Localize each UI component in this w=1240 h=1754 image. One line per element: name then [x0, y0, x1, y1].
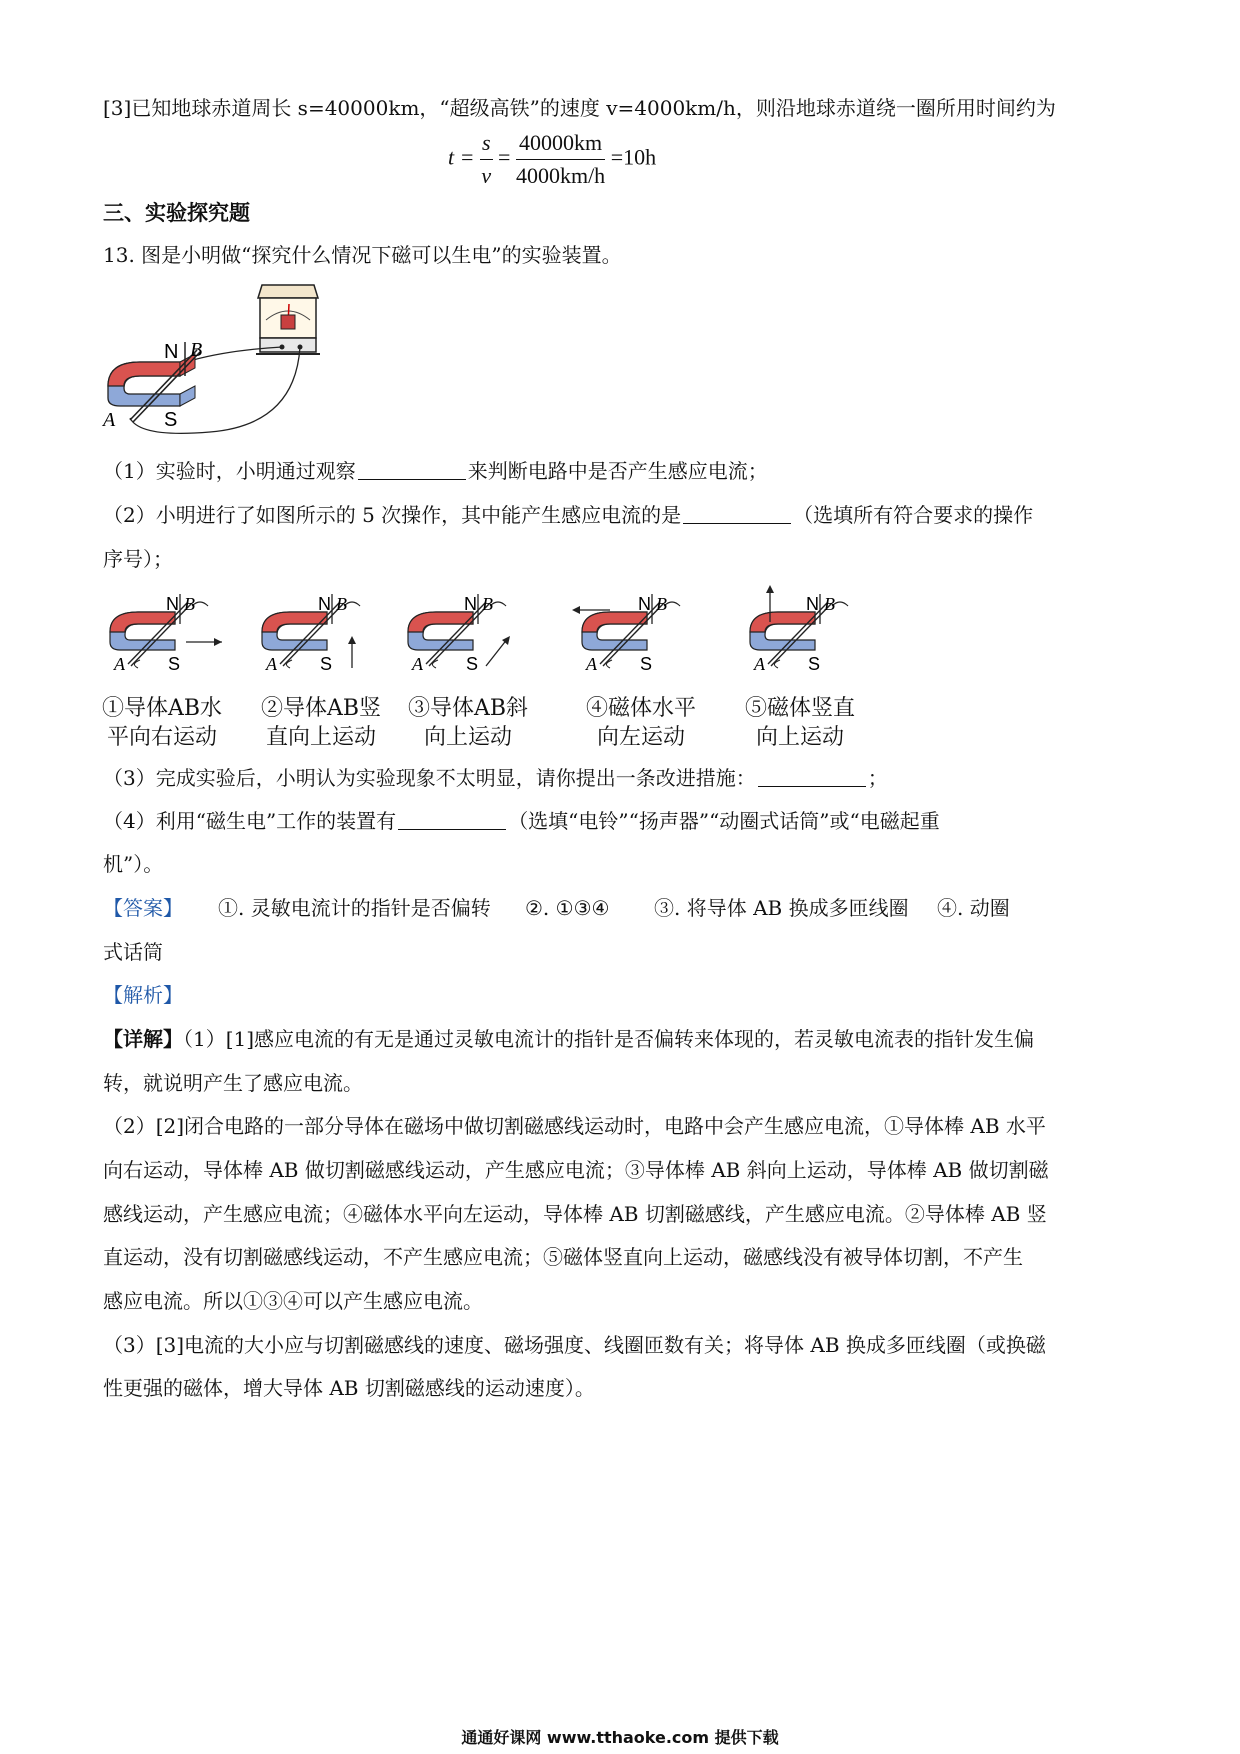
- caption-3: [403, 694, 533, 752]
- label-n: N: [164, 341, 179, 363]
- formula-result: =10h: [610, 144, 657, 170]
- sub-question-2: [103, 503, 1033, 527]
- detail-line-8: （3）[3]电流的大小应与切割磁感线的速度、磁场强度、线圈匝数有关；将导体 AB 换成多匝线圈（或换磁: [103, 1333, 1046, 1357]
- answer-2: ②. ①③④: [525, 896, 610, 920]
- galvanometer: [256, 285, 320, 354]
- sub-question-3-text-end: ；: [867, 766, 888, 790]
- sub-question-1-text: （1）实验时，小明通过观察: [103, 459, 356, 483]
- detail-line-4: 向右运动，导体棒 AB 做切割磁感线运动，产生感应电流；③导体棒 AB 斜向上运动，导体棒 AB 做切割磁: [103, 1158, 1049, 1182]
- answer-blank[interactable]: [758, 768, 866, 787]
- apparatus-figure: [100, 280, 340, 445]
- caption-line: 向上运动: [755, 725, 844, 750]
- operation-2: [262, 594, 360, 674]
- caption-line: ⑤磁体竖直: [744, 696, 855, 721]
- sub-question-2-text-end: （选填所有符合要求的操作: [793, 503, 1034, 527]
- section-heading: 三、实验探究题: [103, 201, 250, 225]
- detail-tag: 【详解】: [103, 1027, 183, 1051]
- page-footer: 通通好课网 www.tthaoke.com 提供下载: [461, 1728, 779, 1747]
- operation-4: [572, 594, 680, 674]
- caption-line: ①导体AB水: [101, 696, 223, 721]
- answer-blank[interactable]: [358, 461, 466, 480]
- formula-equals: =: [498, 144, 511, 170]
- analysis-tag: 【解析】: [103, 983, 183, 1007]
- detail-line-1: [103, 1027, 1034, 1051]
- operation-3: [408, 594, 510, 674]
- text-line-3: [3]已知地球赤道周长 s=40000km，“超级高铁”的速度 v=4000km/h，则沿地球赤道绕一圈所用时间约为: [103, 96, 1056, 120]
- sub-question-4: [103, 809, 940, 833]
- sub-question-1: [103, 459, 768, 483]
- detail-line-7: 感应电流。所以①③④可以产生感应电流。: [103, 1289, 483, 1313]
- fraction-values: [516, 130, 605, 189]
- sub-question-4-text-end: （选填“电铃”“扬声器”“动圈式话筒”或“电磁起重: [508, 809, 940, 833]
- caption-2: [256, 694, 386, 752]
- answer-tag: 【答案】: [103, 896, 183, 920]
- answer-4-cont: 式话筒: [103, 940, 163, 964]
- fraction-denominator: v: [481, 163, 492, 188]
- detail-line-2: 转，就说明产生了感应电流。: [103, 1071, 363, 1095]
- sub-question-2-text: （2）小明进行了如图所示的 5 次操作，其中能产生感应电流的是: [103, 503, 682, 527]
- caption-5: [735, 694, 865, 752]
- caption-1: [97, 694, 227, 752]
- formula-lhs: t =: [448, 144, 475, 170]
- answer-blank[interactable]: [398, 811, 506, 830]
- label-a: A: [103, 409, 116, 431]
- sub-question-4-text: （4）利用“磁生电”工作的装置有: [103, 809, 397, 833]
- answer-blank[interactable]: [683, 505, 791, 524]
- sub-question-2-cont: 序号）；: [103, 547, 173, 571]
- caption-line: ③导体AB斜: [407, 696, 529, 721]
- detail-text: （1）[1]感应电流的有无是通过灵敏电流计的指针是否偏转来体现的，若灵敏电流表的指针发生偏: [183, 1027, 1035, 1051]
- answer-4: ④. 动圈: [937, 896, 1010, 920]
- formula: [448, 130, 656, 189]
- fraction-denominator: 4000km/h: [515, 163, 606, 188]
- sub-question-3: [103, 766, 888, 790]
- caption-line: 直向上运动: [265, 725, 376, 750]
- answer-3: ③. 将导体 AB 换成多匝线圈: [654, 896, 909, 920]
- sub-question-4-cont: 机”）。: [103, 852, 164, 876]
- label-s: S: [164, 409, 178, 431]
- caption-line: 向左运动: [596, 725, 685, 750]
- operations-figure: [100, 580, 900, 690]
- detail-line-6: 直运动，没有切割磁感线运动，不产生感应电流；⑤磁体竖直向上运动，磁感线没有被导体切割，不产生: [103, 1245, 1023, 1269]
- caption-4: [576, 694, 706, 752]
- question-13: 13. 图是小明做“探究什么情况下磁可以生电”的实验装置。: [103, 243, 622, 267]
- caption-line: 向上运动: [423, 725, 512, 750]
- detail-line-5: 感线运动，产生感应电流；④磁体水平向左运动，导体棒 AB 切割磁感线，产生感应电流。②导体棒 AB 竖: [103, 1202, 1047, 1226]
- label-b: B: [190, 339, 203, 361]
- operation-1: [110, 594, 222, 674]
- sub-question-1-text-end: 来判断电路中是否产生感应电流；: [467, 459, 768, 483]
- caption-line: 平向右运动: [106, 725, 217, 750]
- caption-line: ②导体AB竖: [260, 696, 382, 721]
- detail-line-3: （2）[2]闭合电路的一部分导体在磁场中做切割磁感线运动时，电路中会产生感应电流，①导体棒 AB 水平: [103, 1114, 1046, 1138]
- operation-5: [750, 585, 848, 674]
- answer-1: ①. 灵敏电流计的指针是否偏转: [218, 896, 491, 920]
- sub-question-3-text: （3）完成实验后，小明认为实验现象不太明显，请你提出一条改进措施：: [103, 766, 756, 790]
- fraction-numerator: 40000km: [516, 130, 605, 160]
- detail-line-9: 性更强的磁体，增大导体 AB 切割磁感线的运动速度）。: [103, 1376, 595, 1400]
- caption-line: ④磁体水平: [585, 696, 696, 721]
- fraction-s-v: [480, 130, 493, 189]
- fraction-numerator: s: [480, 130, 493, 160]
